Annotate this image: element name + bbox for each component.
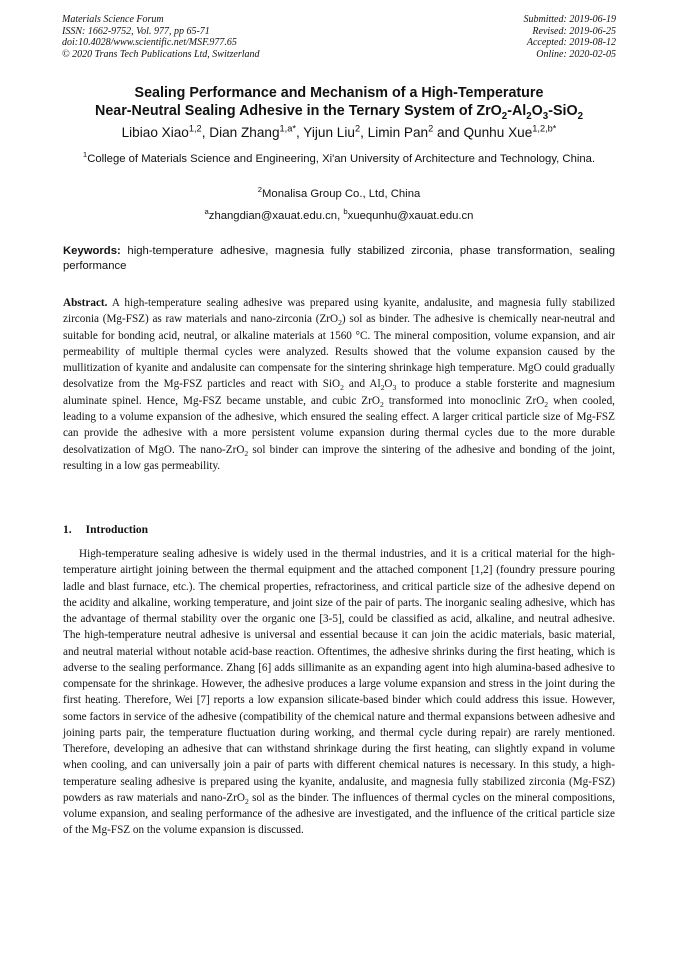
abstract (63, 295, 615, 474)
introduction-paragraph (63, 546, 615, 839)
subscript: 3 (542, 110, 549, 122)
journal-name: Materials Science Forum (62, 14, 164, 25)
date-online: Online: 2020-02-05 (536, 48, 616, 60)
date-revised: Revised: 2019-06-25 (532, 25, 616, 37)
subscript: 3 (392, 383, 397, 393)
journal-issn: ISSN: 1662-9752, Vol. 977, pp 65-71 (62, 25, 210, 37)
author-name: Dian Zhang (209, 125, 280, 140)
journal-header-right (524, 14, 617, 60)
author-and: and (437, 125, 460, 140)
affiliation-2 (60, 187, 618, 202)
author-separator: , (295, 125, 300, 140)
affiliation-text: College of Materials Science and Engineering, Xi'an University of Architecture and Technology, China. (87, 153, 596, 165)
date-submitted: Submitted: 2019-06-19 (523, 14, 616, 25)
author-name: Qunhu Xue (463, 125, 533, 140)
email-link[interactable]: zhangdian@xauat.edu.cn (208, 210, 338, 222)
journal-copyright: © 2020 Trans Tech Publications Ltd, Switzerland (62, 48, 260, 60)
subscript: 2 (501, 110, 508, 122)
affiliation-1 (60, 152, 618, 167)
abstract-text: sol binder can improve the sintering of the adhesive and bonding of the joint, resulting in a low gas permeability. (63, 443, 616, 472)
email-link[interactable]: xuequnhu@xauat.edu.cn (347, 210, 474, 222)
author-affiliation-mark: 2 (428, 123, 434, 134)
author-separator: , (201, 125, 206, 140)
abstract-text: transformed into monoclinic ZrO (383, 394, 545, 407)
subscript: 2 (380, 383, 385, 393)
author-emails (60, 209, 618, 224)
abstract-text: to produce a stable forsterite and magnesium aluminate spinel. Hence, Mg-FSZ became unstable, and cubic ZrO (63, 378, 615, 407)
journal-doi[interactable]: doi:10.4028/www.scientific.net/MSF.977.65 (62, 37, 237, 48)
section-number: 1. (63, 524, 72, 536)
author-separator: , (360, 125, 364, 140)
affiliation-text: Monalisa Group Co., Ltd, China (262, 188, 421, 200)
email-separator: , (337, 210, 344, 222)
abstract-label: Abstract. (63, 297, 108, 309)
keywords-label: Keywords: (63, 245, 121, 257)
title-line-2 (40, 102, 638, 120)
author-affiliation-mark: 1,a* (279, 123, 296, 134)
journal-header-left (62, 14, 260, 60)
keywords (63, 244, 615, 273)
abstract-text: ) sol as binder. The adhesive is chemically near-neutral and suitable for bonding acid, neutral, or alkaline materials at 1560 °C. The mineral composition, volume expansion, and air permeability of multiple thermal cycles were analyzed. Results showed that the volume expansion caused by the mullitization of kyanite and andalusite can compensate for the sintering shrinkage high temperature. MgO could gradually desolvatize from the Mg-FSZ particles and react with SiO (63, 313, 615, 391)
body-text: sol as the binder. The influences of thermal cycles on the mineral compositions, volume expansion, and sealing performance of the adhesive are investigated, and the influence of the critical particle size of the Mg-FSZ on the volume expansion is discussed. (63, 791, 615, 837)
subscript: 2 (577, 110, 583, 122)
affiliation-mark: 2 (257, 185, 263, 195)
section-heading-introduction (63, 524, 148, 536)
subscript: 2 (526, 110, 532, 122)
keywords-text: high-temperature adhesive, magnesia fully stabilized zirconia, phase transformation, sealing performance (63, 245, 616, 272)
author-name: Limin Pan (367, 125, 429, 140)
title-text: -SiO (548, 103, 578, 119)
section-title: Introduction (85, 524, 149, 536)
title-text: -Al (507, 103, 527, 119)
abstract-text: when cooled, leading to a volume expansion of the adhesive, which ensured the sealing effect. A larger critical particle size of Mg-FSZ can provide the adhesive with a more persistent volume expansion during thermal cycles due to the more durable desolvatization of MgO. The nano-ZrO (63, 394, 615, 456)
author-affiliation-mark: 2 (354, 123, 361, 134)
title-text: O (531, 103, 543, 119)
affiliation-mark: 1 (82, 150, 88, 160)
author-name: Yijun Liu (303, 125, 355, 140)
author-list (40, 124, 638, 142)
author-affiliation-mark: 1,2 (188, 123, 202, 134)
subscript: 2 (244, 448, 249, 458)
author-affiliation-mark: 1,2,b* (532, 123, 557, 134)
subscript: 2 (244, 796, 249, 806)
abstract-text: O (384, 378, 393, 391)
subscript: 2 (338, 318, 342, 328)
title-text: Near-Neutral Sealing Adhesive in the Ternary System of ZrO (95, 103, 502, 119)
subscript: 2 (340, 383, 344, 393)
subscript: 2 (379, 400, 384, 410)
author-name: Libiao Xiao (121, 125, 189, 140)
abstract-text: A high-temperature sealing adhesive was prepared using kyanite, andalusite, and magnesia fully stabilized zirconia (Mg-FSZ) as raw materials and nano-zirconia (ZrO (63, 297, 615, 326)
body-text: High-temperature sealing adhesive is widely used in the thermal industries, and it is a critical material for the high-temperature airtight joining between the thermal equipment and the attached component [1,2] (foundry pressure pouring ladle and blast furnace, etc.). The chemical properties, refractoriness, and critical particle size of the adhesive depend on the acidity and alkaline, working temperature, and joint size of the pair of parts. The inorganic sealing adhesive, which has the advantage of thermal stability over the organic one [3-5], could be classified as acid, alkaline, and neutral adhesive. The high-temperature neutral adhesive is universal and essential because it can join the acidic materials, basic material, and neutral material without notable acid-base reaction. Oftentimes, the adhesive shrinks during the first heating, which is adverse to the sealing performance. Zhang [6] adds sillimanite as an expanding agent into high alumina-based adhesive to compensate for the shrinkage. However, the adhesive produces a large volume expansion and stress in the joint during the first heating. Therefore, Wei [7] reports a low expansion silicate-based binder which could address this issue. However, some factors in service of the adhesive (compatibility of the chemical nature and thermal expansions between adhesive and joining parts pair, the temperature fluctuation during working, and thermal cycle during repair) are rarely mentioned. Therefore, developing an adhesive that can withstand shrinkage during the first heating, can slightly expand in volume when cooling, and can universally join a pair of parts with different chemical natures is necessary. In this study, a high-temperature sealing adhesive is prepared using the kyanite, andalusite, and magnesia fully stabilized zirconia (Mg-FSZ) powders as raw materials and nano-ZrO (63, 548, 615, 804)
email-mark: a (204, 207, 209, 217)
paper-title (40, 84, 638, 120)
subscript: 2 (544, 400, 549, 410)
email-mark: b (343, 207, 348, 217)
title-line-1: Sealing Performance and Mechanism of a High-Temperature (134, 85, 544, 101)
date-accepted: Accepted: 2019-08-12 (526, 37, 616, 48)
abstract-text: and Al (343, 378, 381, 391)
